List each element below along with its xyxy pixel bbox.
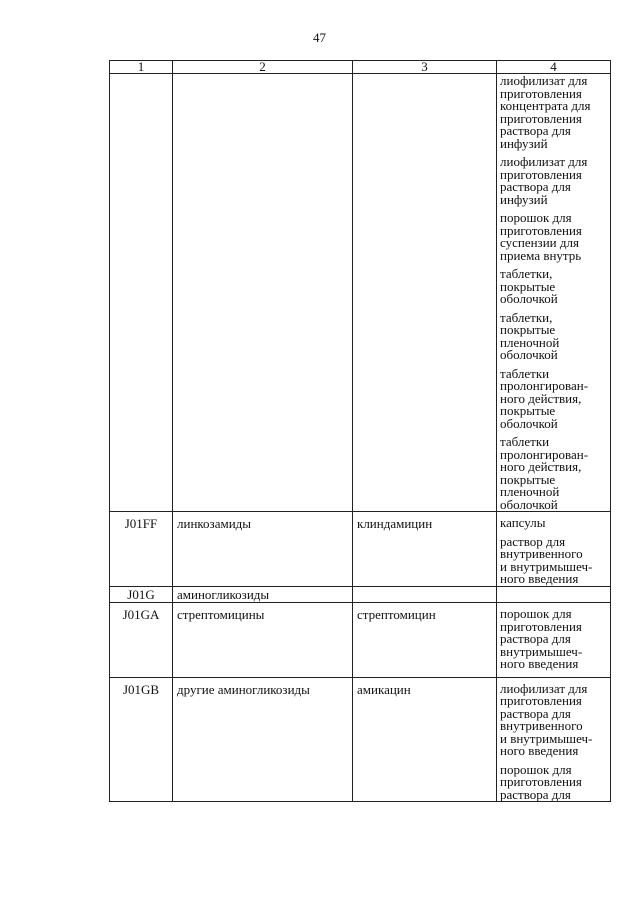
group-cell [173,74,353,512]
header-col-1: 1 [110,61,173,74]
dosage-form: таблетки пролонгирован- ного действия, покрытые оболочкой [500,365,589,431]
table-row [110,677,611,802]
dosage-form: порошок для приготовления раствора для [500,761,582,802]
drug-cell [353,586,497,603]
page-number: 47 [313,30,326,45]
group-cell: другие аминогликозиды [173,677,353,802]
drug-cell [353,74,497,512]
group-cell: стрептомицины [173,603,353,678]
dosage-form: лиофилизат для приготовления раствора для инфузий [500,154,588,207]
dosage-form: лиофилизат для приготовления концентрата для приготовления раствора для инфузий [500,73,591,151]
header-col-2: 2 [173,61,353,74]
table-row [110,603,611,678]
forms-cell [497,512,611,587]
dosage-form: раствор для внутривенного и внутримышеч- ного введения [500,533,593,586]
group-cell: линкозамиды [173,512,353,587]
dosage-form: порошок для приготовления суспензии для приема внутрь [500,210,582,263]
drug-cell: стрептомицин [353,603,497,678]
drug-cell: амикацин [353,677,497,802]
group-cell: аминогликозиды [173,586,353,603]
dosage-form: капсулы [500,515,546,530]
table-row [110,74,611,512]
forms-cell [497,74,611,512]
dosage-form: таблетки, покрытые оболочкой [500,266,558,306]
forms-cell [497,677,611,802]
dosage-form: таблетки, покрытые пленочной оболочкой [500,309,560,362]
dosage-form: порошок для приготовления раствора для внутримышеч- ного введения [500,606,583,671]
table-row [110,586,611,603]
dosage-form: лиофилизат для приготовления раствора для внутривенного и внутримышеч- ного введения [500,680,593,758]
forms-cell [497,603,611,678]
header-col-3: 3 [353,61,497,74]
header-row [110,61,611,74]
atc-code-cell: J01GB [110,677,173,802]
atc-code-cell: J01FF [110,512,173,587]
atc-code-cell: J01G [110,586,173,603]
atc-code-cell [110,74,173,512]
atc-code-cell: J01GA [110,603,173,678]
header-col-4: 4 [497,61,611,74]
medication-table [109,60,611,802]
dosage-form: таблетки пролонгирован- ного действия, покрытые пленочной оболочкой [500,434,589,512]
drug-cell: клиндамицин [353,512,497,587]
forms-cell [497,586,611,603]
table-row [110,512,611,587]
